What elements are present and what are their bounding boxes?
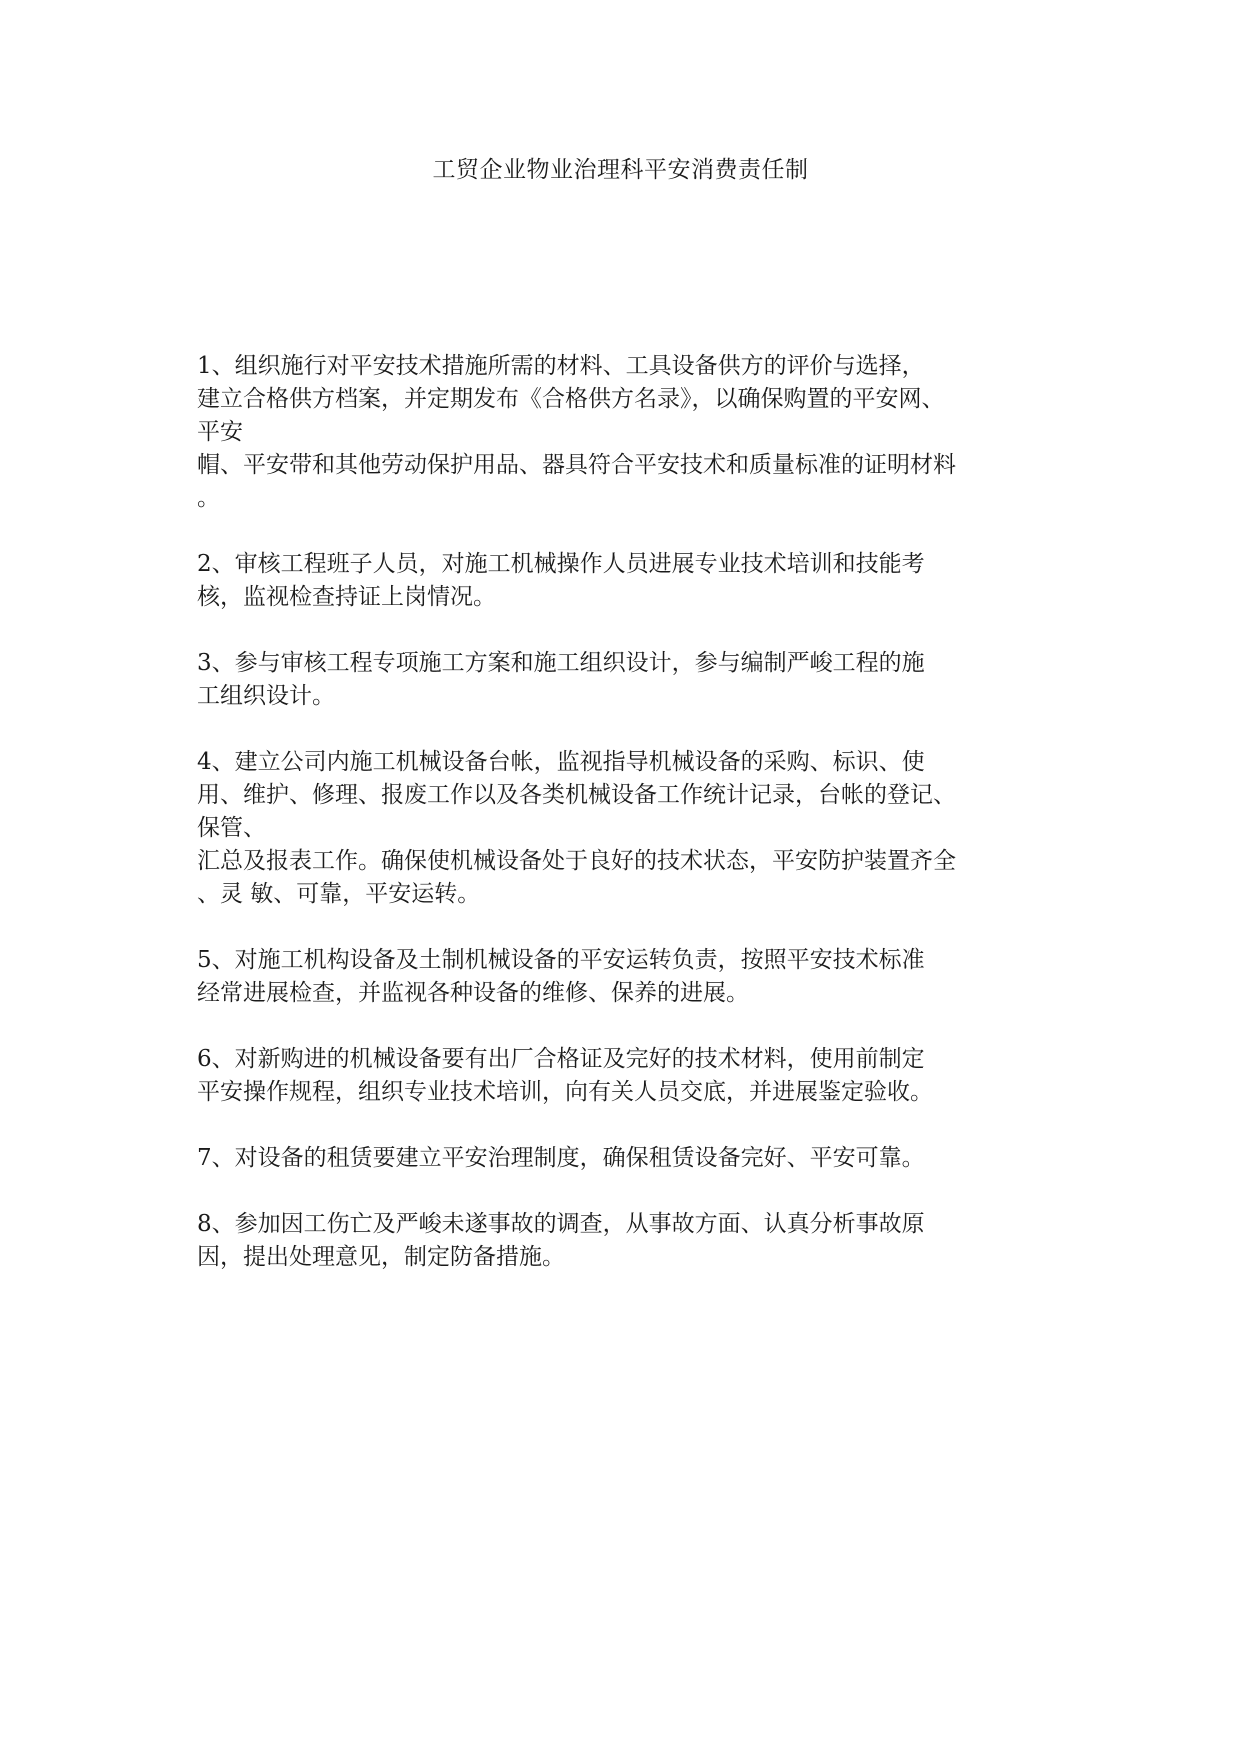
paragraph-line: 6、对新购进的机械设备要有出厂合格证及完好的技术材料，使用前制定 bbox=[197, 1046, 925, 1072]
paragraph-line: 用、维护、修理、报废工作以及各类机械设备工作统计记录，台帐的登记、 bbox=[197, 782, 956, 808]
paragraph-8 bbox=[197, 1208, 1057, 1274]
paragraph-line: 7、对设备的租赁要建立平安治理制度，确保租赁设备完好、平安可靠。 bbox=[197, 1145, 925, 1171]
paragraph-line: 3、参与审核工程专项施工方案和施工组织设计，参与编制严峻工程的施 bbox=[197, 650, 925, 676]
paragraph-7 bbox=[197, 1142, 1057, 1175]
paragraph-line: 核，监视检查持证上岗情况。 bbox=[197, 584, 496, 610]
paragraph-5 bbox=[197, 944, 1057, 1010]
paragraph-line: 5、对施工机构设备及土制机械设备的平安运转负责，按照平安技术标准 bbox=[197, 947, 925, 973]
paragraph-line: 。 bbox=[197, 485, 220, 511]
paragraph-line: 帽、平安带和其他劳动保护用品、器具符合平安技术和质量标准的证明材料 bbox=[197, 452, 956, 478]
paragraph-3 bbox=[197, 647, 1057, 713]
paragraph-4 bbox=[197, 746, 1057, 911]
paragraph-line: 8、参加因工伤亡及严峻未遂事故的调查，从事故方面、认真分析事故原 bbox=[197, 1211, 925, 1237]
paragraph-line: 4、建立公司内施工机械设备台帐，监视指导机械设备的采购、标识、使 bbox=[197, 749, 925, 775]
paragraph-1 bbox=[197, 350, 1057, 515]
paragraph-line: 平安操作规程，组织专业技术培训，向有关人员交底，并进展鉴定验收。 bbox=[197, 1079, 933, 1105]
paragraph-line: 工组织设计。 bbox=[197, 683, 335, 709]
paragraph-line: 保管、 bbox=[197, 815, 266, 841]
paragraph-line: 建立合格供方档案，并定期发布《合格供方名录》，以确保购置的平安网、 bbox=[197, 386, 945, 412]
document-title: 工贸企业物业治理科平安消费责任制 bbox=[432, 157, 809, 183]
paragraph-line: 因，提出处理意见，制定防备措施。 bbox=[197, 1244, 565, 1270]
paragraph-line: 1、组织施行对平安技术措施所需的材料、工具设备供方的评价与选择， bbox=[197, 353, 925, 379]
paragraph-line: 、灵 敏、可靠，平安运转。 bbox=[197, 881, 481, 907]
paragraph-line: 2、审核工程班子人员，对施工机械操作人员进展专业技术培训和技能考 bbox=[197, 551, 925, 577]
paragraph-line: 平安 bbox=[197, 419, 243, 445]
paragraph-line: 汇总及报表工作。确保使机械设备处于良好的技术状态，平安防护装置齐全 bbox=[197, 848, 956, 874]
paragraph-2 bbox=[197, 548, 1057, 614]
document-body bbox=[197, 350, 1057, 1307]
paragraph-line: 经常进展检查，并监视各种设备的维修、保养的进展。 bbox=[197, 980, 749, 1006]
paragraph-6 bbox=[197, 1043, 1057, 1109]
